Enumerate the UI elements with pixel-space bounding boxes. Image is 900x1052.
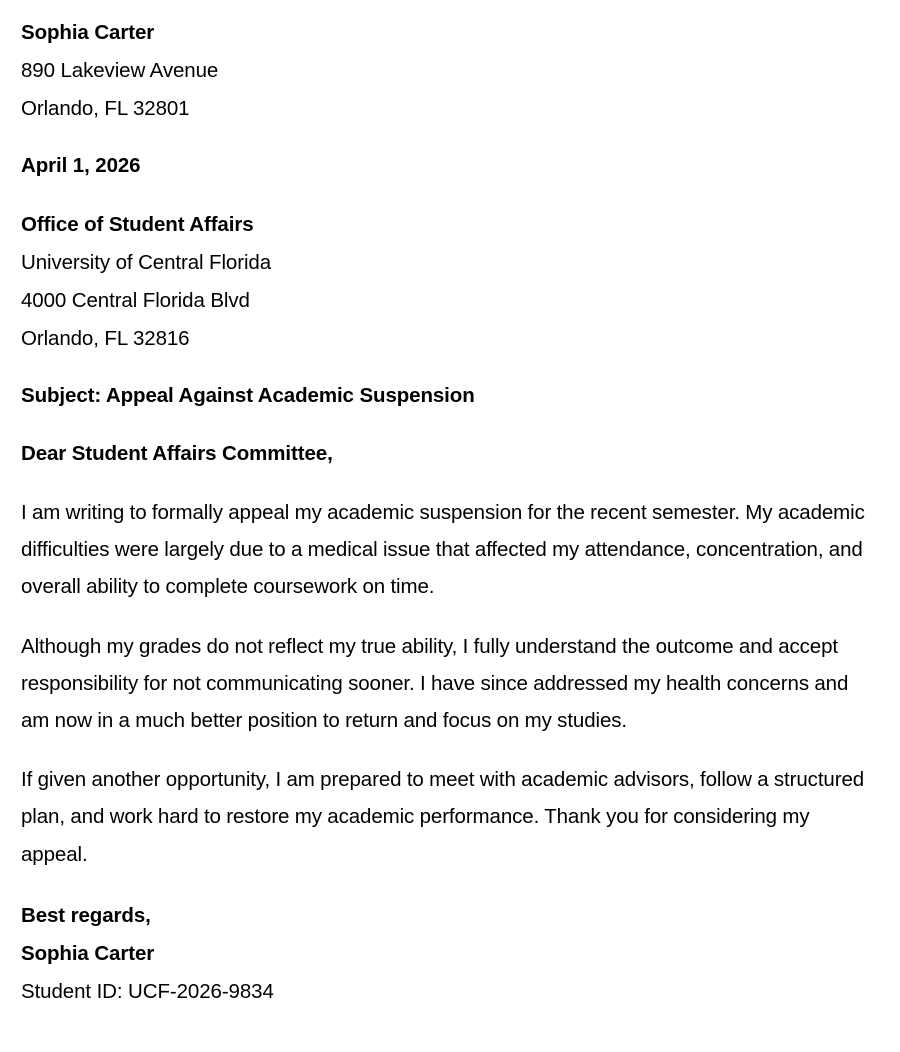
recipient-office: Office of Student Affairs [21,213,254,236]
signature-name: Sophia Carter [21,941,155,965]
sender-address-block [21,14,878,128]
salutation: Dear Student Affairs Committee, [21,442,333,465]
body-paragraph-2: Although my grades do not reflect my true ability, I fully understand the outcome and accept responsibility for not communicating sooner. I have since addressed my health concerns and am now in a much better position to return and focus on my studies. [21,634,849,733]
letter-date-block [21,148,878,184]
sender-name: Sophia Carter [21,21,155,44]
letter-date: April 1, 2026 [21,154,141,177]
recipient-address-block [21,206,878,358]
body-paragraph-1: I am writing to formally appeal my academic suspension for the recent semester. My academic difficulties were largely due to a medical issue that affected my attendance, concentration, and overall ability to complete coursework on time. [21,501,865,599]
body-paragraph-3: If given another opportunity, I am prepared to meet with academic advisors, follow a structured plan, and work hard to restore my academic performance. Thank you for considering my appeal. [21,768,865,866]
valediction: Best regards, [21,903,151,927]
recipient-city-state-zip: Orlando, FL 32816 [21,327,190,350]
recipient-street: 4000 Central Florida Blvd [21,289,250,312]
sender-street: 890 Lakeview Avenue [21,59,219,82]
student-id: Student ID: UCF-2026-9834 [21,979,274,1003]
closing-block [21,897,878,1011]
subject-line-block [21,378,878,414]
recipient-institution: University of Central Florida [21,251,272,274]
salutation-block [21,436,878,472]
sender-city-state-zip: Orlando, FL 32801 [21,97,190,120]
subject-line: Subject: Appeal Against Academic Suspension [21,384,475,407]
